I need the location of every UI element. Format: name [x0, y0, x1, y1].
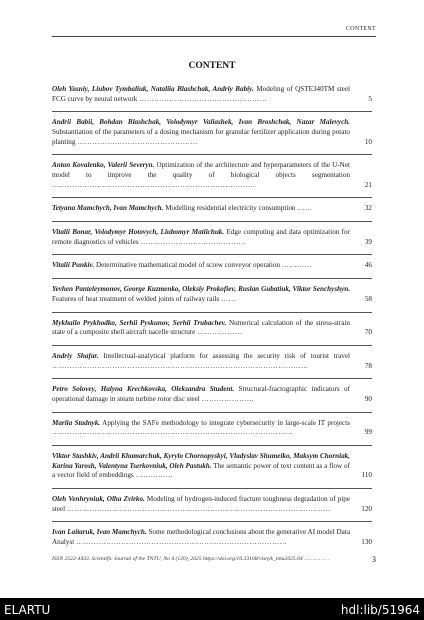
running-head: CONTENT	[345, 26, 376, 32]
toc-separator	[52, 312, 372, 313]
toc-separator	[52, 378, 372, 379]
toc-separator	[52, 278, 372, 279]
toc-entry-title: Modeling of QSTE340TM steel FCG curve by neural network	[52, 85, 350, 103]
toc-entry[interactable]	[52, 495, 372, 514]
toc-entry-authors: Oleh Yasniy, Liubov Tymbaliuk, Nataliia Blashchak, Andriy Babiy.	[52, 85, 254, 93]
toc-entry-authors: Petro Solovey, Halyna Krechkovska, Oleksandra Student.	[52, 385, 235, 394]
toc-separator	[52, 197, 372, 198]
toc-entry-title: Numerical calculation of the stress-strain state of a composite shell aircraft nacelle structure	[52, 318, 350, 337]
toc-entry-title: Features of heat treatment of welded joints of railway rails	[52, 294, 220, 303]
toc-entry-page-number: 99	[364, 428, 372, 437]
footer-page-number: 3	[372, 555, 376, 564]
toc-separator	[52, 488, 372, 489]
toc-entry[interactable]	[52, 352, 372, 371]
toc-entry-title: Substantiation of the parameters of a dosing mechanism for granular fertilizer application during potato planting	[52, 127, 350, 146]
toc-separator	[52, 521, 372, 522]
toc-entry-title: Determinative mathematical model of screw conveyor operation	[96, 261, 280, 270]
toc-entry-authors: Vitalii Bonar, Volodymyr Hotovych, Liubomyr Matiichuk.	[52, 228, 225, 237]
toc-entry-page-number: 110	[361, 471, 372, 480]
toc-entry-leader-dots: ……………	[135, 471, 174, 480]
page-title: CONTENT	[188, 61, 236, 71]
toc-entry-title: Optimization of the architecture and hyperparameters of the U-Net model to improve the quality of biological objects segmentation	[52, 161, 350, 179]
toc-entry-authors: Mariia Stadnyk.	[52, 418, 101, 427]
toc-entry-title: Some methodological conclusions about the generative AI model Data Analyst	[52, 528, 350, 547]
toc-entry-leader-dots: …………………	[201, 394, 255, 403]
toc-entry-leader-dots: ………………………………………………………………………	[52, 180, 256, 189]
toc-entry-leader-dots: ……	[220, 294, 237, 303]
toc-entry-leader-dots: ………………	[197, 328, 243, 337]
repository-label: ELARTU	[4, 603, 51, 617]
toc-entry-page-number: 130	[361, 538, 372, 547]
toc-entry[interactable]	[52, 161, 372, 190]
toc-entry-leader-dots: …………………………………………………………………………………………	[52, 361, 309, 370]
toc-entry[interactable]	[52, 419, 372, 438]
toc-entry-authors: Yevhen Panteleymonov, George Kuzmenko, Oleksiy Prokofiev, Ruslan Gubatiuk, Viktor Senchyshyn.	[52, 285, 350, 294]
toc-entry[interactable]	[52, 528, 372, 547]
toc-entry-leader-dots: ……	[297, 204, 313, 213]
toc-entry-page-number: 120	[361, 504, 372, 513]
toc-entry-title: Modeling of hydrogen-induced fracture toughness degradation of pipe steel	[52, 495, 350, 513]
toc-entry-authors: Tetyana Mamchych, Ivan Mamchych.	[52, 204, 164, 213]
toc-entry-page-number: 10	[364, 137, 372, 146]
toc-entry[interactable]	[52, 385, 372, 404]
toc-entry-page-number: 70	[364, 328, 372, 337]
toc-entry-page-number: 58	[364, 294, 372, 303]
handle-identifier: hdl:lib/51964	[340, 603, 420, 617]
toc-entry-authors: Andriy Shafar.	[52, 352, 99, 360]
toc-entry[interactable]	[52, 261, 372, 271]
toc-separator	[52, 445, 372, 446]
toc-entry[interactable]	[52, 285, 372, 304]
toc-entry-page-number: 78	[364, 361, 372, 370]
toc-separator	[52, 345, 372, 346]
footer-text: ISSN 2522-4433. Scientific Journal of the TNTU, No 4 (120), 2025 https://doi.org/10.33108/visnyk_tntu2025.04 ……………	[52, 556, 329, 562]
toc-entry-authors: Vitalii Punkiv.	[52, 261, 95, 270]
toc-entry-title: Applying the SAFe methodology to integrate cybersecurity in large-scale IT projects	[102, 418, 350, 427]
table-of-contents	[52, 85, 372, 555]
toc-entry-page-number: 5	[368, 94, 372, 103]
toc-entry-page-number: 46	[364, 261, 372, 270]
toc-entry-title: Intellectual-analytical platform for assessing the security risk of tourist travel	[103, 352, 350, 360]
toc-entry-page-number: 21	[364, 180, 372, 189]
viewer-status-bar	[0, 598, 424, 620]
toc-entry[interactable]	[52, 204, 372, 214]
toc-entry-title: The semantic power of text content as a flow of a vector field of embeddings	[52, 461, 350, 480]
toc-entry-leader-dots: …………………………………………………………………………	[76, 538, 288, 547]
toc-separator	[52, 412, 372, 413]
toc-entry-leader-dots: ……………………………………	[140, 237, 247, 246]
toc-separator	[52, 111, 372, 112]
toc-entry-leader-dots: ……………………………………………………………………………………	[52, 428, 294, 437]
toc-entry[interactable]	[52, 319, 372, 338]
toc-separator	[52, 154, 372, 155]
toc-entry-page-number: 90	[364, 394, 372, 403]
toc-entry-title: Structural-fractographic indicators of operational damage in steam turbine rotor disc steel	[52, 385, 350, 403]
toc-entry[interactable]	[52, 452, 372, 481]
toc-entry[interactable]	[52, 118, 372, 147]
toc-entry-authors: Oleh Venhryniuk, Olha Zvirko.	[52, 495, 145, 504]
toc-separator	[52, 254, 372, 255]
toc-entry-leader-dots: …………	[281, 261, 312, 270]
toc-entry-title: Edge computing and data optimization for remote diagnostics of vehicles	[52, 228, 350, 246]
page-footer	[52, 556, 376, 562]
toc-entry-authors: Mykhailo Prykhodko, Serhii Pyskunov, Serhii Trubachev.	[52, 318, 227, 327]
toc-separator	[52, 221, 372, 222]
toc-entry-page-number: 39	[364, 237, 372, 246]
toc-entry-authors: Andrii Babii, Bohdan Blashchak, Volodymyr Valiashek, Ivan Broshchak, Nazar Malevych.	[52, 118, 350, 127]
toc-entry[interactable]	[52, 228, 372, 247]
header-rule	[52, 36, 376, 37]
toc-entry-title: Modelling residential electricity consumption	[165, 204, 296, 213]
toc-entry-leader-dots: ……………………………………………	[139, 94, 268, 103]
toc-entry-leader-dots: …………………………………………	[77, 137, 198, 146]
toc-entry[interactable]	[52, 85, 372, 104]
toc-entry-authors: Viktor Stashkiv, Andrii Khamarchuk, Kyrylo Chornopyskyi, Vladyslav Shumeiko, Maksym Chorniak, Karina Yarosh, Valentyna Tserkovniuk, Oleh Pastukh.	[52, 452, 350, 470]
toc-entry-authors: Anton Kovalenko, Valerii Severyn.	[52, 161, 155, 170]
toc-entry-page-number: 32	[364, 204, 372, 213]
toc-entry-leader-dots: ……………………………………………………………………………………………	[66, 504, 331, 513]
toc-entry-authors: Ivan Laitaruk, Ivan Mamchych.	[52, 528, 147, 537]
